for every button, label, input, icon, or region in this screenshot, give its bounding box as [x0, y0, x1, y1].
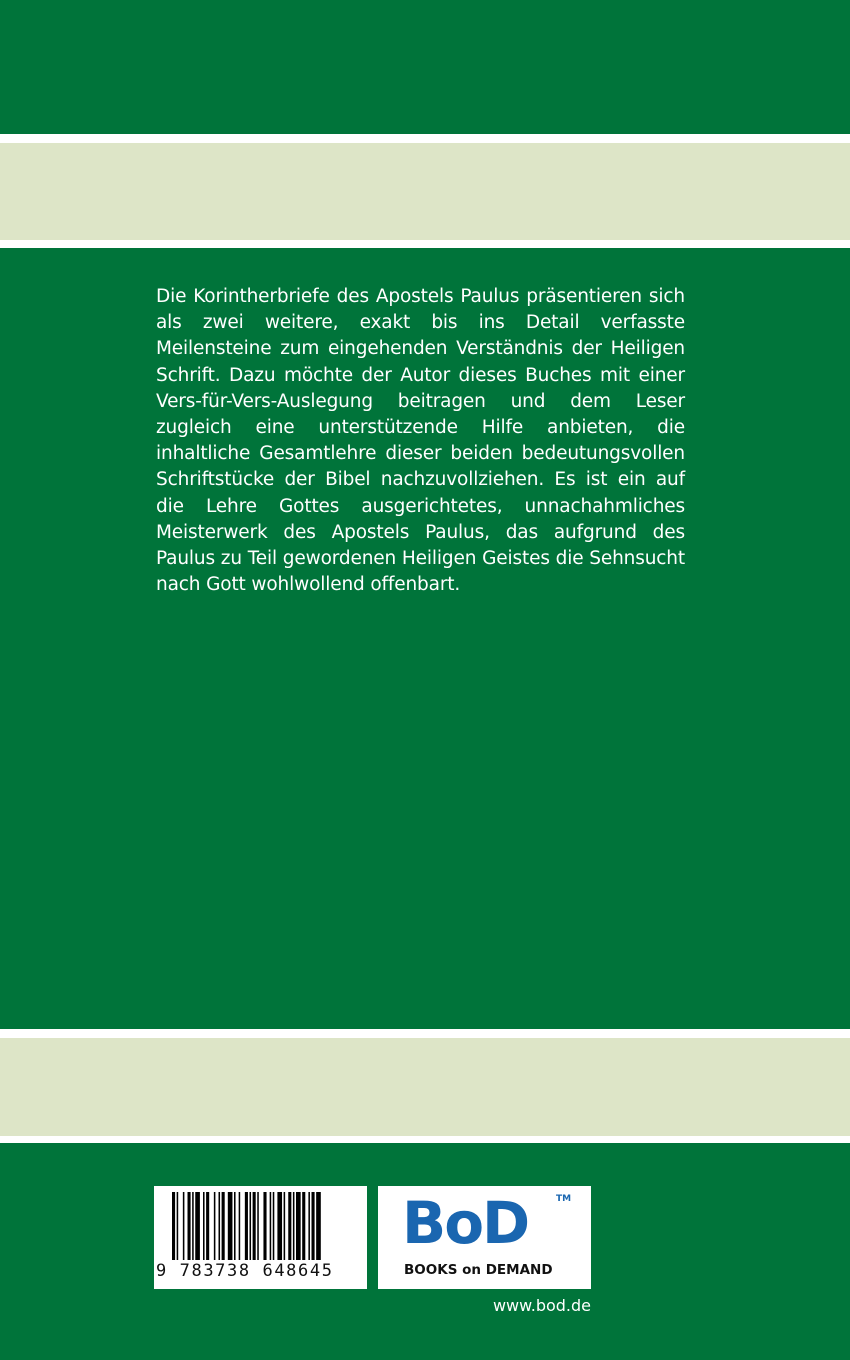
barcode-bar	[222, 1192, 225, 1260]
publisher-logo-box	[378, 1186, 591, 1289]
barcode-bar	[270, 1192, 272, 1260]
publisher-url: www.bod.de	[492, 1296, 591, 1315]
barcode-bar	[284, 1192, 286, 1260]
barcode-bar	[192, 1192, 194, 1260]
barcode-bar	[277, 1192, 282, 1260]
barcode-bar	[228, 1192, 233, 1260]
barcode-bar	[312, 1192, 315, 1260]
barcode-bar	[253, 1192, 256, 1260]
lower-white-stripe	[0, 1029, 850, 1038]
barcode-bar	[316, 1192, 321, 1260]
barcode-bar	[250, 1192, 252, 1260]
barcode-bar	[273, 1192, 275, 1260]
trademark-mark: TM	[556, 1194, 572, 1204]
bottom-white-stripe	[0, 1136, 850, 1143]
isbn-number: 9 783738 648645	[156, 1261, 334, 1281]
barcode-bar	[239, 1192, 241, 1260]
barcode-bar	[302, 1192, 305, 1260]
barcode-bar	[293, 1192, 295, 1260]
top-white-stripe	[0, 134, 850, 143]
barcode-bar	[296, 1192, 301, 1260]
barcode-bar	[219, 1192, 221, 1260]
barcode-bar	[257, 1192, 259, 1260]
top-pale-band	[0, 143, 850, 240]
barcode-bar	[172, 1192, 175, 1260]
barcode-bar	[234, 1192, 236, 1260]
bottom-pale-band	[0, 1038, 850, 1136]
barcode-bar	[308, 1192, 310, 1260]
barcode-bars	[172, 1192, 352, 1262]
isbn-barcode	[154, 1186, 367, 1289]
barcode-bar	[206, 1192, 209, 1260]
barcode-bar	[177, 1192, 179, 1260]
barcode-bar	[195, 1192, 200, 1260]
barcode-bar	[183, 1192, 185, 1260]
barcode-bar	[245, 1192, 248, 1260]
top-green-band	[0, 0, 850, 134]
back-cover-blurb: Die Korintherbriefe des Apostels Paulus präsentieren sich als zwei weitere, exakt bis ins Detail verfasste Meilensteine zum eingehenden Verständnis der Heiligen Schrift. Dazu möchte der Autor dieses Buches mit einer Vers-für-Vers-Auslegung beitragen und dem Leser zugleich eine unterstützende Hilfe anbieten, die inhaltliche Gesamtlehre dieser beiden bedeutungsvollen Schriftstücke der Bibel nachzuvollziehen. Es ist ein auf die Lehre Gottes ausgerichtetes, unnachahmliches Meisterwerk des Apostels Paulus, das aufgrund des Paulus zu Teil gewordenen Heiligen Geistes die Sehnsucht nach Gott wohlwollend offenbart.	[156, 286, 685, 596]
barcode-bar	[188, 1192, 191, 1260]
barcode-bar	[288, 1192, 291, 1260]
upper-white-stripe	[0, 240, 850, 248]
bod-logo: BoD	[402, 1189, 529, 1257]
barcode-bar	[203, 1192, 205, 1260]
publisher-tagline: BOOKS on DEMAND	[404, 1262, 553, 1278]
barcode-bar	[263, 1192, 266, 1260]
barcode-bar	[214, 1192, 216, 1260]
